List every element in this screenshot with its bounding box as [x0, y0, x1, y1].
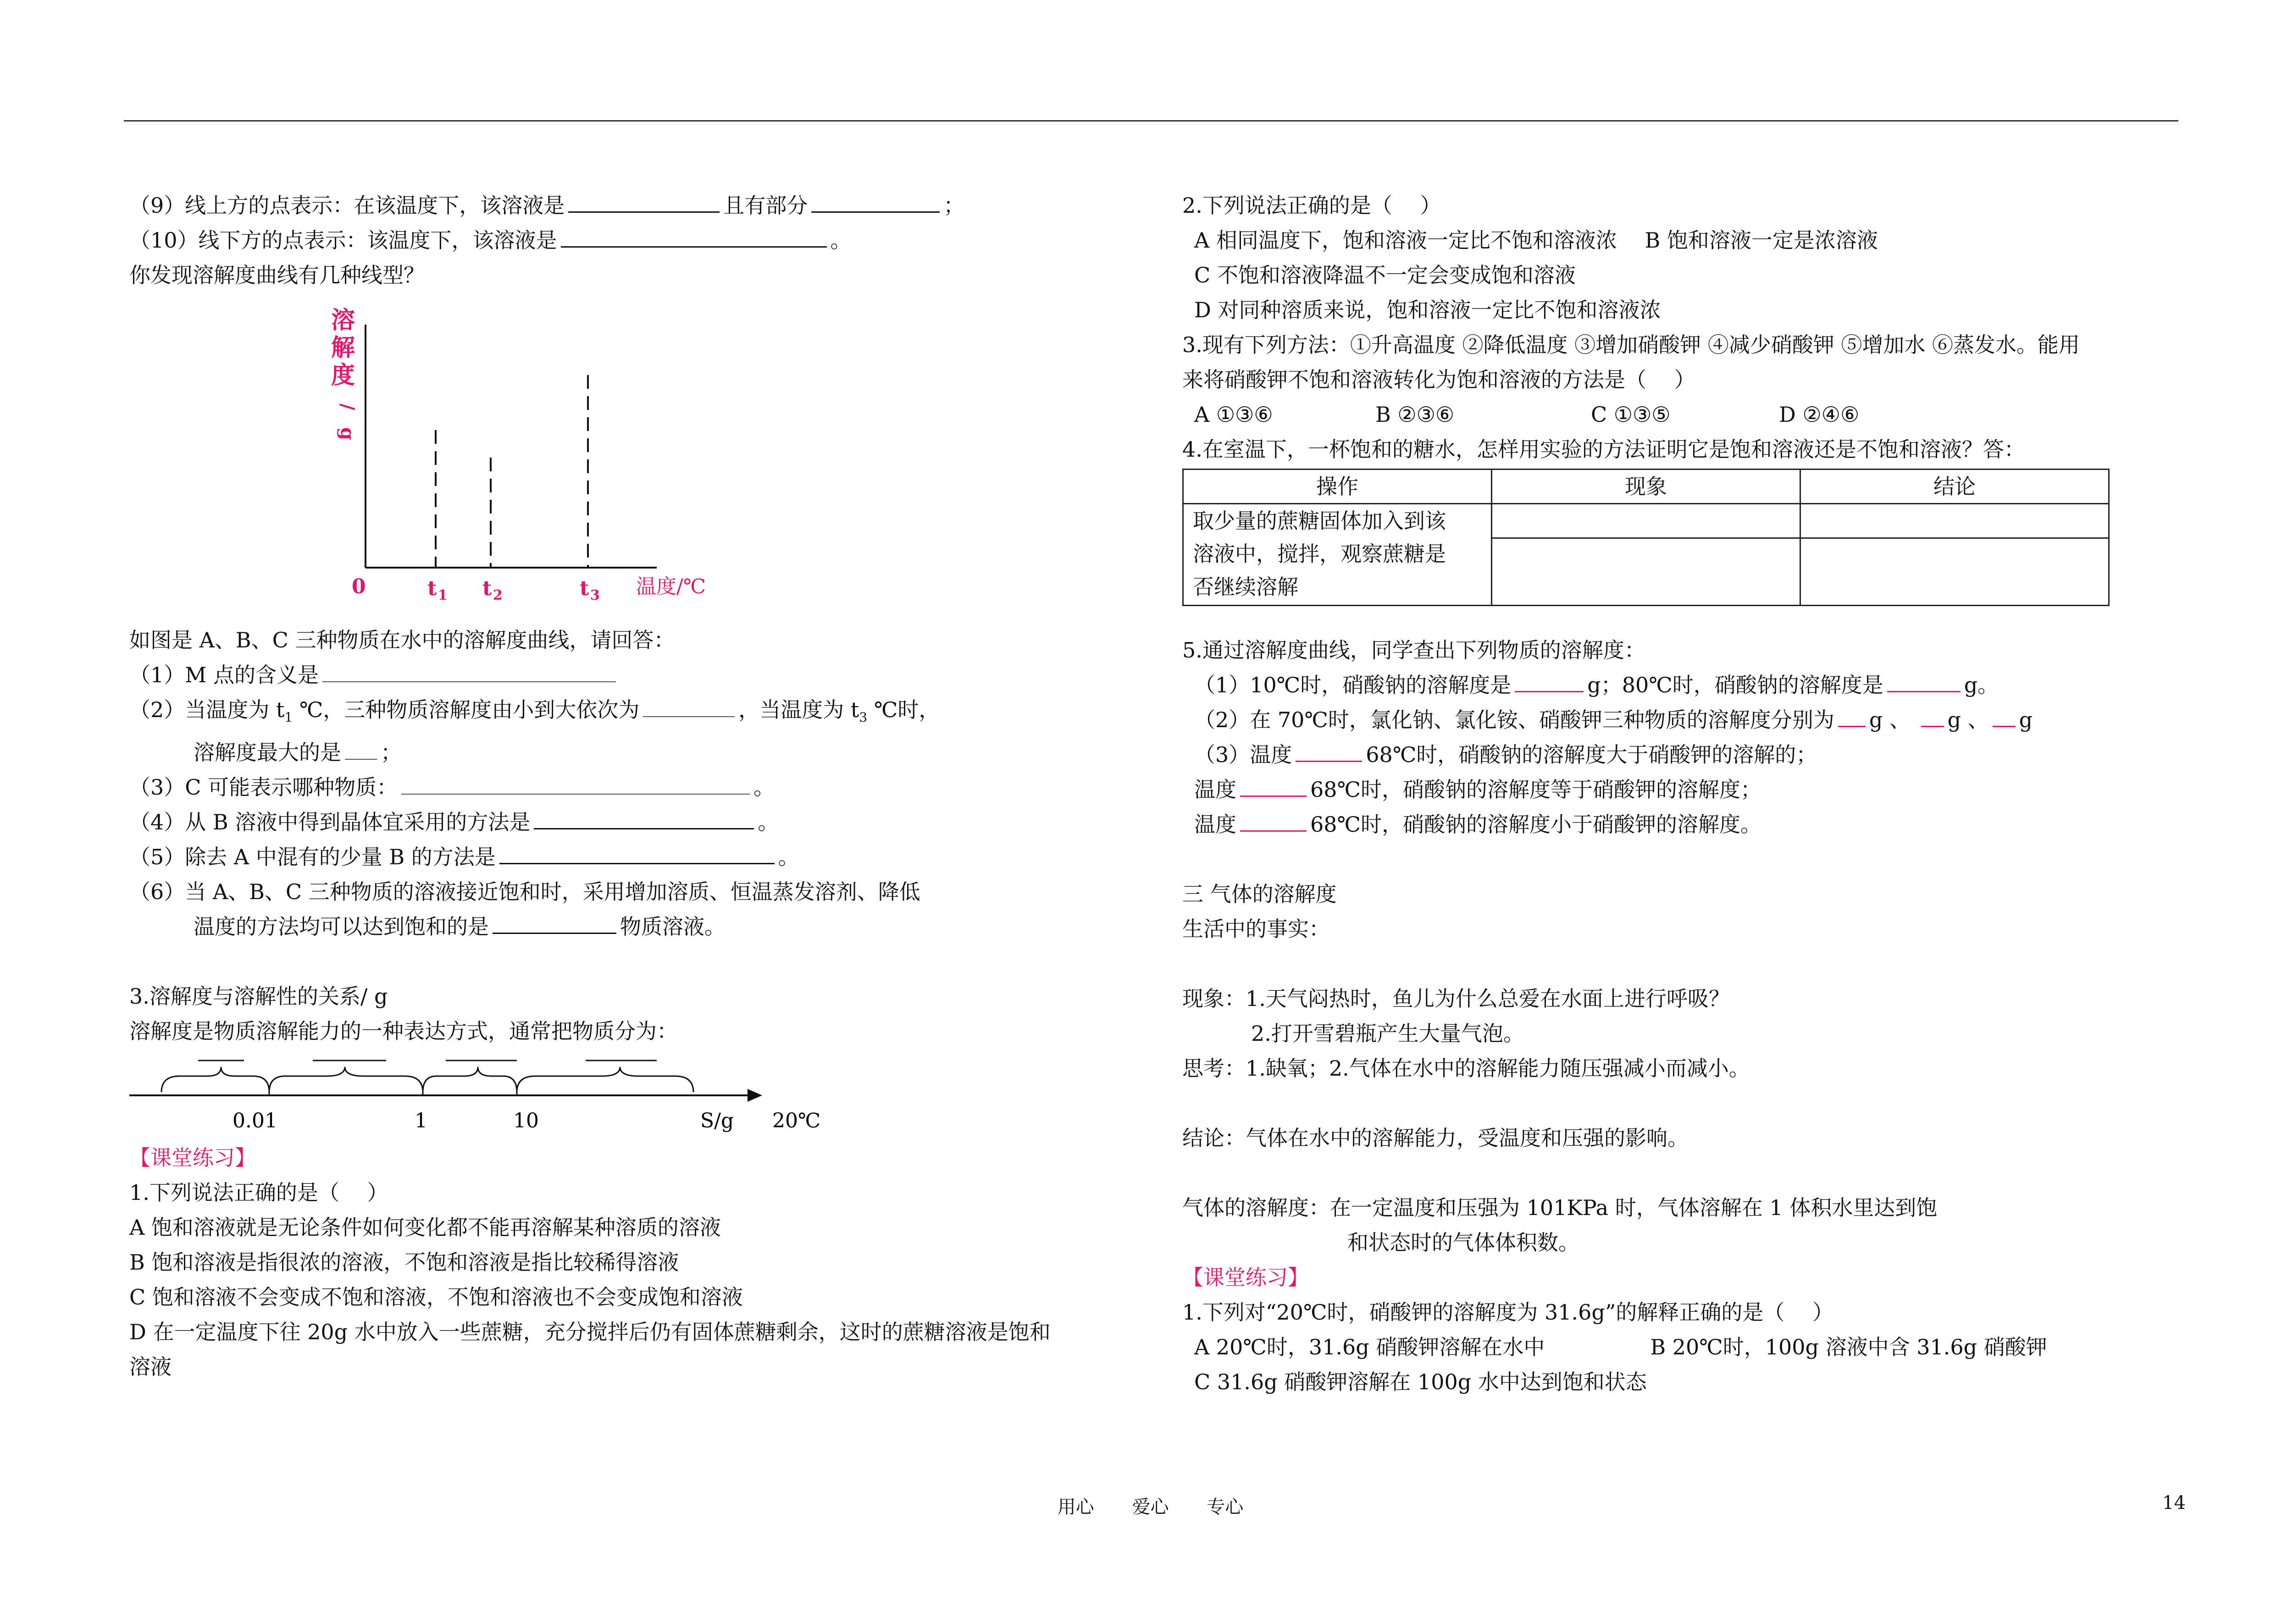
axis-arrow [748, 1089, 762, 1102]
header-phenomenon: 现象 [1492, 470, 1800, 504]
answer-2-cont: 溶解度最大的是 ； [194, 740, 402, 765]
thinking: 思考：1.缺氧；2.气体在水中的溶解能力随压强减小而减小。 [1182, 1056, 1750, 1081]
t3-sub: 3 [590, 587, 600, 603]
practice-2-d: D 对同种溶质来说，饱和溶液一定比不饱和溶液浓 [1194, 298, 1661, 322]
practice-5-3c: 温度 68℃时，硝酸钠的溶解度小于硝酸钾的溶解度。 [1194, 812, 1761, 837]
question-1-ab: A 20℃时，31.6g 硝酸钾溶解在水中 B 20℃时，100g 溶液中含 31.6g 硝酸钾 [1194, 1335, 2047, 1359]
question-1: 1.下列对“20℃时，硝酸钾的溶解度为 31.6g”的解释正确的是（ ） [1182, 1300, 1834, 1325]
header-rule [124, 120, 2178, 122]
brace-1 [161, 1067, 269, 1092]
practice-4: 4.在室温下，一杯饱和的糖水，怎样用实验的方法证明它是饱和溶液还是不饱和溶液？答： [1182, 437, 2025, 462]
tick-label: 1 [415, 1109, 427, 1133]
section-3-desc: 溶解度是物质溶解能力的一种表达方式，通常把物质分为： [129, 1019, 678, 1044]
conclusion-cell [1800, 538, 2109, 606]
axis-temp: 20℃ [772, 1109, 821, 1133]
question-9: （9）线上方的点表示：在该温度下，该溶液是 且有部分 ； [129, 193, 965, 218]
y-axis-label [331, 306, 358, 440]
t2-sub: 2 [493, 587, 503, 603]
brace-2 [269, 1067, 423, 1092]
answer-4: （4）从 B 溶液中得到晶体宜采用的方法是 。 [129, 810, 779, 835]
gas-solubility-def: 气体的溶解度：在一定温度和压强为 101KPa 时，气体溶解在 1 体积水里达到饱 [1182, 1195, 1938, 1220]
practice-heading-2: 【课堂练习】 [1182, 1265, 1309, 1290]
life-facts: 生活中的事实： [1182, 917, 1330, 941]
section-3-gas-title: 三 气体的溶解度 [1182, 882, 1337, 906]
y-label-char: 度 [331, 361, 355, 389]
right-column [1182, 188, 2246, 1399]
practice-1-a: A 饱和溶液就是无论条件如何变化都不能再溶解某种溶质的溶液 [129, 1215, 721, 1240]
left-column [129, 188, 1152, 1384]
y-label-char: 解 [331, 334, 355, 362]
gas-solubility-def-cont: 和状态时的气体体积数。 [1347, 1230, 1579, 1255]
footer-motto: 用心 爱心 专心 [1057, 1497, 1244, 1518]
x-axis-label: 温度/℃ [636, 575, 706, 598]
practice-1-c: C 饱和溶液不会变成不饱和溶液，不饱和溶液也不会变成饱和溶液 [129, 1285, 743, 1310]
y-label-char: 溶 [331, 306, 355, 334]
practice-2: 2.下列说法正确的是（ ） [1182, 193, 1441, 218]
option: A ①③⑥ [1194, 402, 1273, 427]
practice-2-c: C 不饱和溶液降温不一定会变成饱和溶液 [1194, 263, 1576, 287]
phenomenon-cell [1492, 538, 1800, 606]
solubility-axis-diagram [129, 1049, 909, 1136]
t2-label: t [482, 577, 492, 600]
table-header-row [1183, 470, 2109, 504]
practice-2-ab: A 相同温度下，饱和溶液一定比不饱和溶液浓 B 饱和溶液一定是浓溶液 [1194, 228, 1878, 253]
practice-3-options [1182, 397, 2246, 432]
header-conclusion: 结论 [1800, 470, 2109, 504]
answer-3: （3）C 可能表示哪种物质： 。 [129, 775, 775, 800]
t1-label: t [427, 577, 437, 600]
question-10: （10）线下方的点表示：该温度下，该溶液是 。 [129, 228, 852, 253]
answer-6: （6）当 A、B、C 三种物质的溶液接近饱和时，采用增加溶质、恒温蒸发溶剂、降低 [129, 879, 920, 905]
conclusion: 结论：气体在水中的溶解能力，受温度和压强的影响。 [1182, 1126, 1689, 1150]
practice-5-1: （1）10℃时，硝酸钠的溶解度是 g；80℃时，硝酸钠的溶解度是 g。 [1194, 673, 1999, 697]
option: B ②③⑥ [1375, 402, 1455, 427]
phenomenon-1: 现象：1.天气闷热时，鱼儿为什么总爱在水面上进行呼吸？ [1182, 986, 1730, 1011]
curve-question: 你发现溶解度曲线有几种线型？ [129, 263, 425, 287]
section-3-title: 3.溶解度与溶解性的关系/ g [129, 984, 388, 1009]
brace-3 [423, 1067, 517, 1092]
t3-label: t [580, 577, 589, 600]
conclusion-cell [1800, 504, 2109, 538]
solubility-graph [129, 293, 771, 623]
answer-2: （2）当温度为 $t_1$ ℃，三种物质溶解度由小到大依次为 ，当温度为 $t_3$ ℃时， [129, 697, 940, 725]
page-number: 14 [2162, 1492, 2186, 1514]
intro: 如图是 A、B、C 三种物质在水中的溶解度曲线，请回答： [129, 628, 675, 652]
y-label-char: / [337, 403, 358, 410]
y-label-char: g [337, 427, 358, 440]
practice-5: 5.通过溶解度曲线，同学查出下列物质的溶解度： [1182, 638, 1645, 663]
practice-5-3b: 温度 68℃时，硝酸钠的溶解度等于硝酸钾的溶解度； [1194, 777, 1761, 802]
header-operation: 操作 [1183, 470, 1492, 504]
answer-5: （5）除去 A 中混有的少量 B 的方法是 。 [129, 845, 799, 870]
answer-6-cont: 温度的方法均可以达到饱和的是 物质溶液。 [194, 914, 726, 939]
option: D ②④⑥ [1779, 402, 1860, 427]
option: C ①③⑤ [1591, 402, 1671, 427]
brace-4 [517, 1067, 693, 1092]
phenomenon-2: 2.打开雪碧瓶产生大量气泡。 [1251, 1021, 1524, 1046]
practice-1-d: D 在一定温度下往 20g 水中放入一些蔗糖，充分搅拌后仍有固体蔗糖剩余，这时的蔗糖溶液是饱和 [129, 1320, 1051, 1345]
t1-sub: 1 [438, 587, 448, 603]
practice-1-b: B 饱和溶液是指很浓的溶液，不饱和溶液是指比较稀得溶液 [129, 1250, 679, 1275]
practice-1-d-cont: 溶液 [129, 1354, 172, 1380]
operation-cell: 取少量的蔗糖固体加入到该 溶液中，搅拌，观察蔗糖是 否继续溶解 [1183, 504, 1492, 606]
practice-5-2: （2）在 70℃时，氯化钠、氯化铵、硝酸钾三种物质的溶解度分别为 g 、 g 、 g [1194, 707, 2033, 732]
practice-3-cont: 来将硝酸钾不饱和溶液转化为饱和溶液的方法是（ ） [1182, 367, 1695, 392]
tick-label: 10 [513, 1109, 539, 1133]
practice-1: 1.下列说法正确的是（ ） [129, 1180, 388, 1205]
practice-3: 3.现有下列方法：①升高温度 ②降低温度 ③增加硝酸钾 ④减少硝酸钾 ⑤增加水 ⑥蒸发水。能用 [1182, 332, 2080, 357]
practice-5-3: （3）温度 68℃时，硝酸钠的溶解度大于硝酸钾的溶解的； [1194, 742, 1817, 767]
practice-heading: 【课堂练习】 [129, 1145, 256, 1171]
tick-label: 0.01 [233, 1109, 277, 1133]
phenomenon-cell [1492, 504, 1800, 538]
experiment-table [1182, 469, 2110, 606]
axis-unit: S/g [700, 1109, 734, 1133]
origin-label: 0 [352, 575, 366, 598]
table-row [1183, 504, 2109, 538]
answer-1: （1）M 点的含义是 [129, 657, 1152, 692]
question-1-c: C 31.6g 硝酸钾溶解在 100g 水中达到饱和状态 [1194, 1370, 1647, 1394]
